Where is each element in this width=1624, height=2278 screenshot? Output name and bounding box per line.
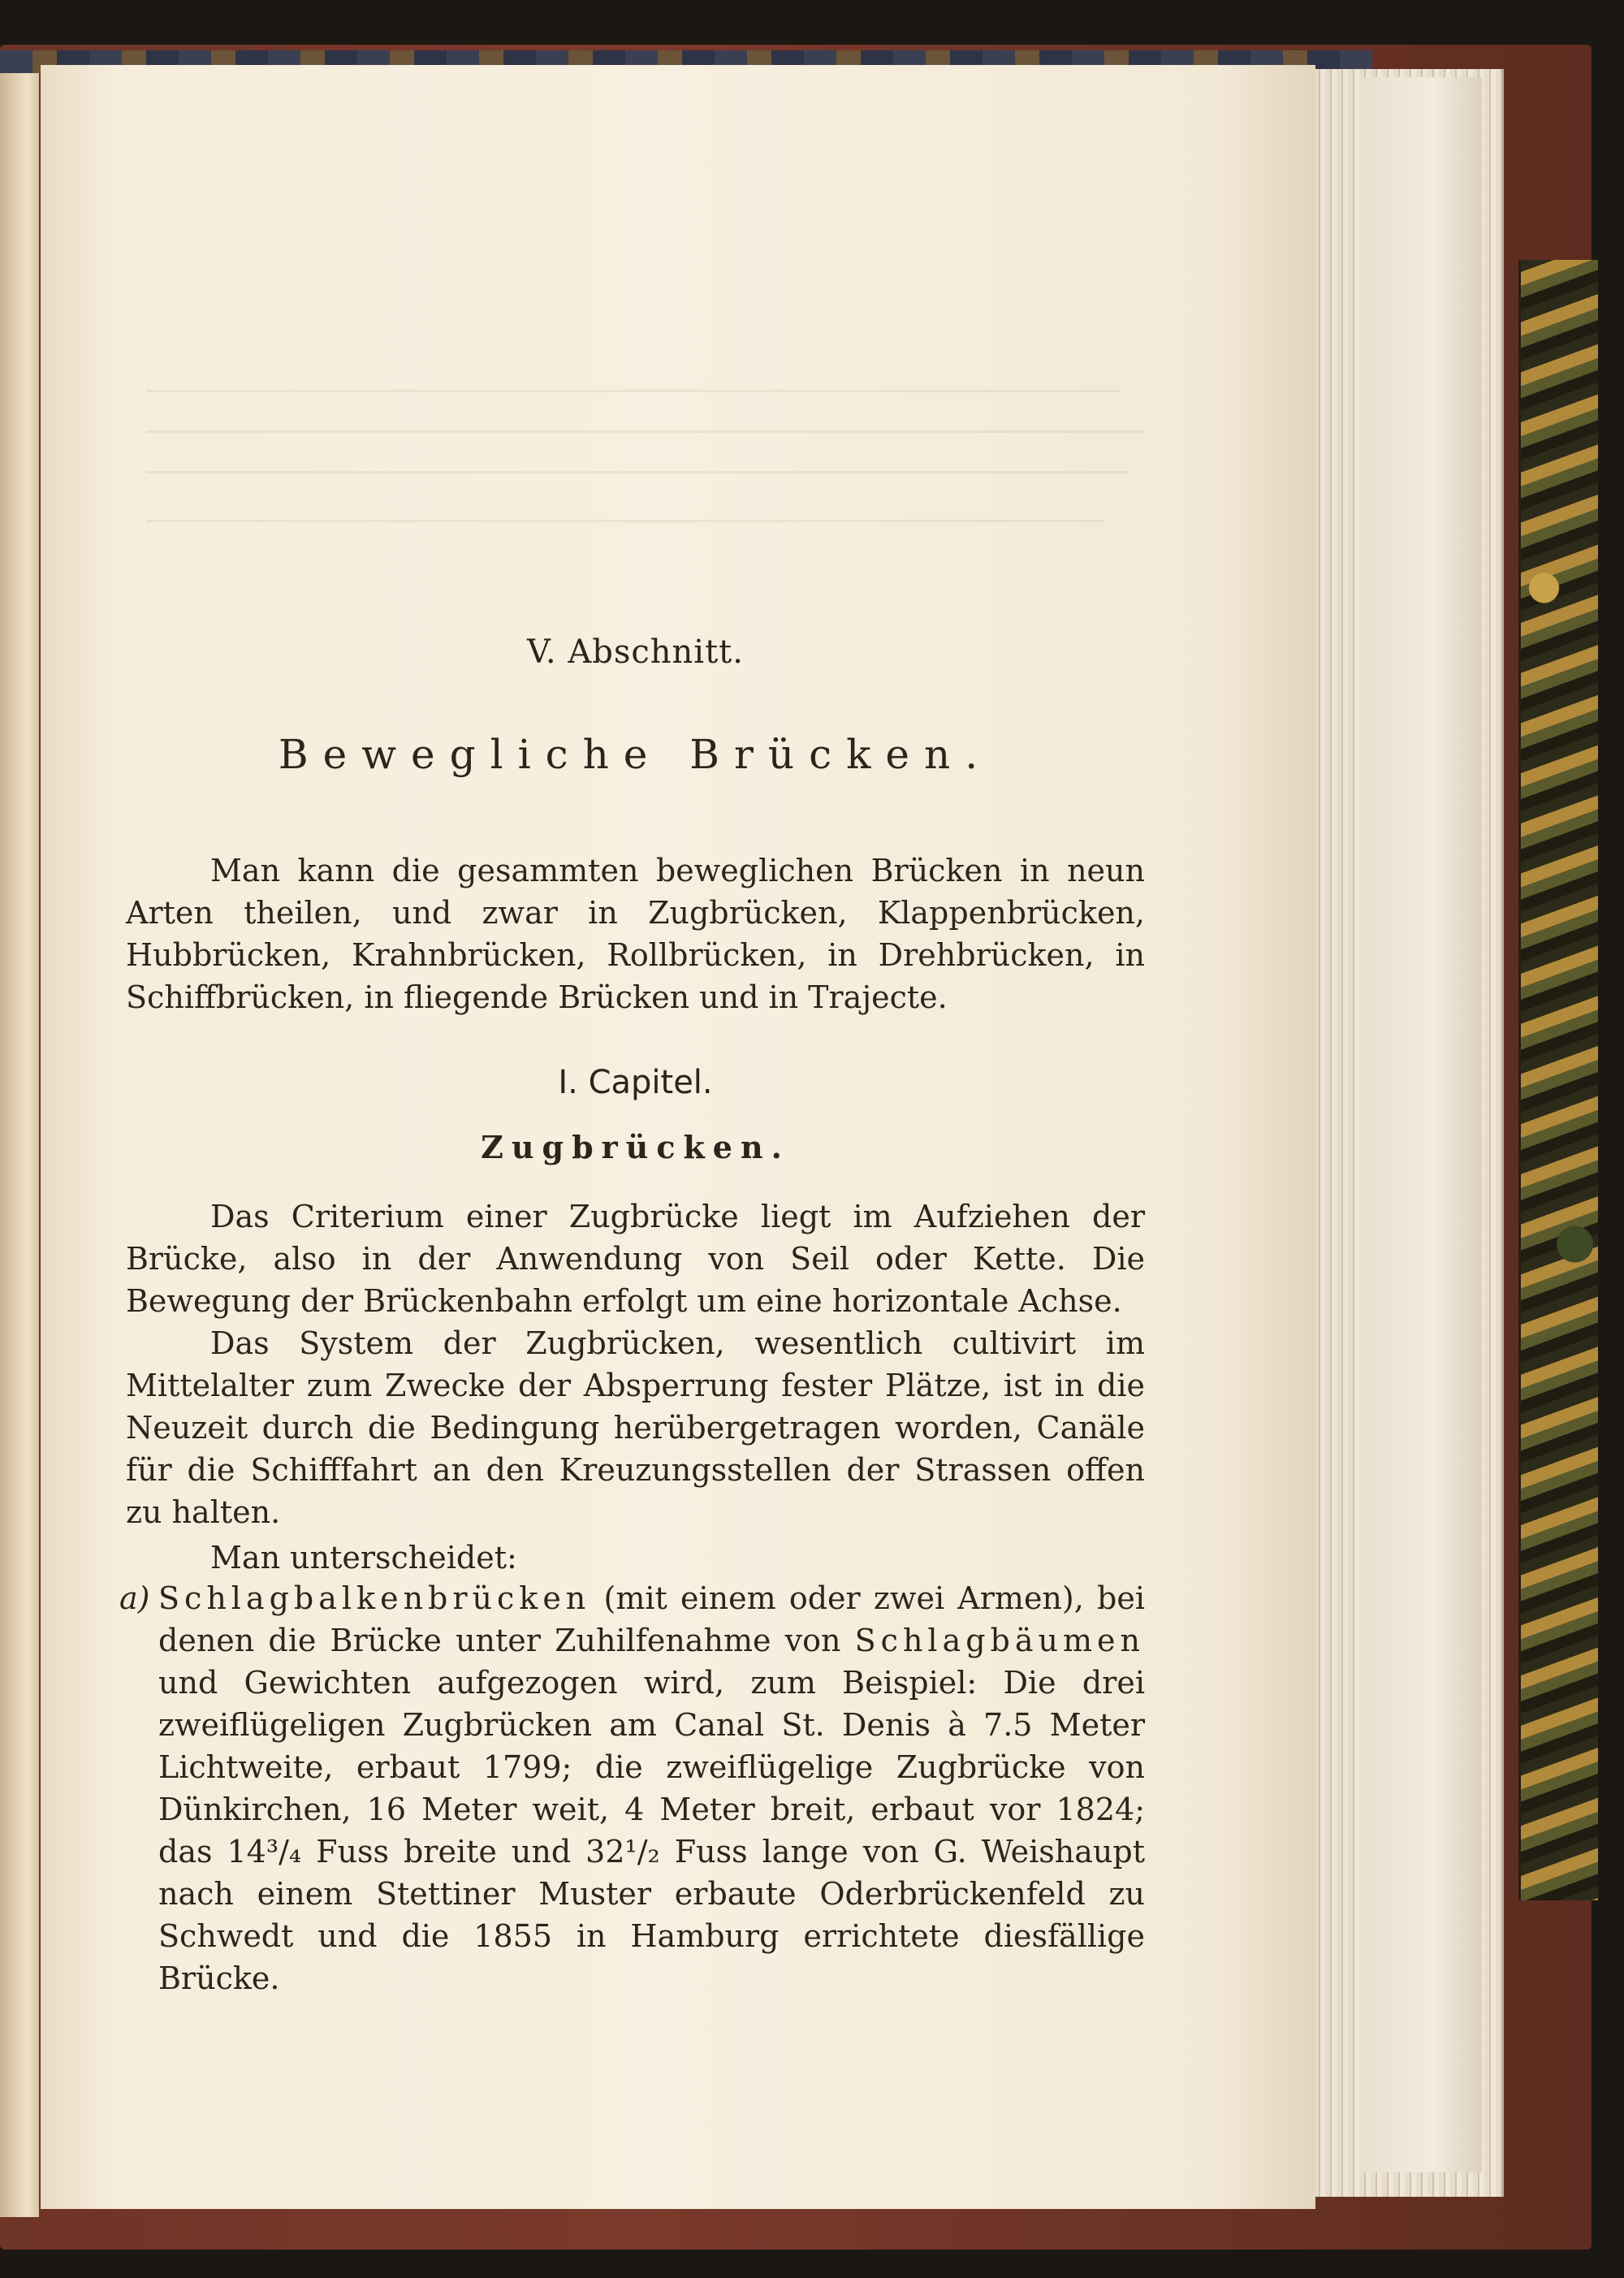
list-item-text: (mit einem oder zwei Armen), bei denen die Brücke unter Zuhilfenahme von (158, 1580, 1145, 1658)
chapter-heading: I. Capitel. (558, 1064, 713, 1101)
paragraph-criterion: Das Criterium einer Zugbrücke liegt im Aufziehen der Brücke, also in der Anwendung von Seil oder Kette. Die Bewegung der Brückenbahn erfolgt um eine horizontale Achse. (126, 1199, 1145, 1319)
list-item-text-2: und Gewichten aufgezogen wird, zum Beispiel: Die drei zweiflügeligen Zugbrücken am Canal St. Denis à 7.5 Meter Lichtweite, erbaut 1799; die zweiflügelige Zugbrücke von Dünkirchen, 16 Meter weit, 4 Meter breit, erbaut vor 1824; das 14³/₄ Fuss breite und 32¹/₂ Fuss lange von G. Weishaupt nach einem Stettiner Muster erbaute Oderbrückenfeld zu Schwedt und die 1855 in Hamburg errichtete diesfällige Brücke. (158, 1665, 1145, 1996)
list-item-a (119, 1577, 1145, 1999)
bleed-through-line (146, 520, 1104, 522)
chapter-subtitle: Zugbrücken. (481, 1129, 790, 1165)
page-stack-inner (1360, 77, 1482, 2172)
marbled-edge (1518, 260, 1598, 1900)
list-item-marker: a) (119, 1580, 150, 1616)
paragraph-distinguish: Man unterscheidet: (210, 1540, 517, 1576)
list-item-term: Schlagbalkenbrücken (158, 1580, 591, 1616)
bleed-through-line (146, 430, 1145, 433)
left-page-edge (0, 73, 39, 2217)
book-page (41, 65, 1315, 2209)
list-item-term-2: Schlagbäumen (854, 1623, 1145, 1658)
intro-paragraph: Man kann die gesammten beweglichen Brücken in neun Arten theilen, und zwar in Zugbrücken, Klappenbrücken, Hubbrücken, Krahnbrücken, Rollbrücken, in Drehbrücken, in Schiffbrücken, in fliegende Brücken und in Trajecte. (126, 853, 1145, 1015)
bleed-through-line (146, 390, 1121, 392)
bleed-through-line (146, 471, 1129, 473)
section-heading: V. Abschnitt. (527, 633, 744, 671)
paragraph-system: Das System der Zugbrücken, wesentlich cultivirt im Mittelalter zum Zwecke der Absperrung fester Plätze, ist in die Neuzeit durch die Bedingung herübergetragen worden, Canäle für die Schifffahrt an den Kreuzungsstellen der Strassen offen zu halten. (126, 1325, 1145, 1530)
section-title: Bewegliche Brücken. (278, 731, 993, 778)
